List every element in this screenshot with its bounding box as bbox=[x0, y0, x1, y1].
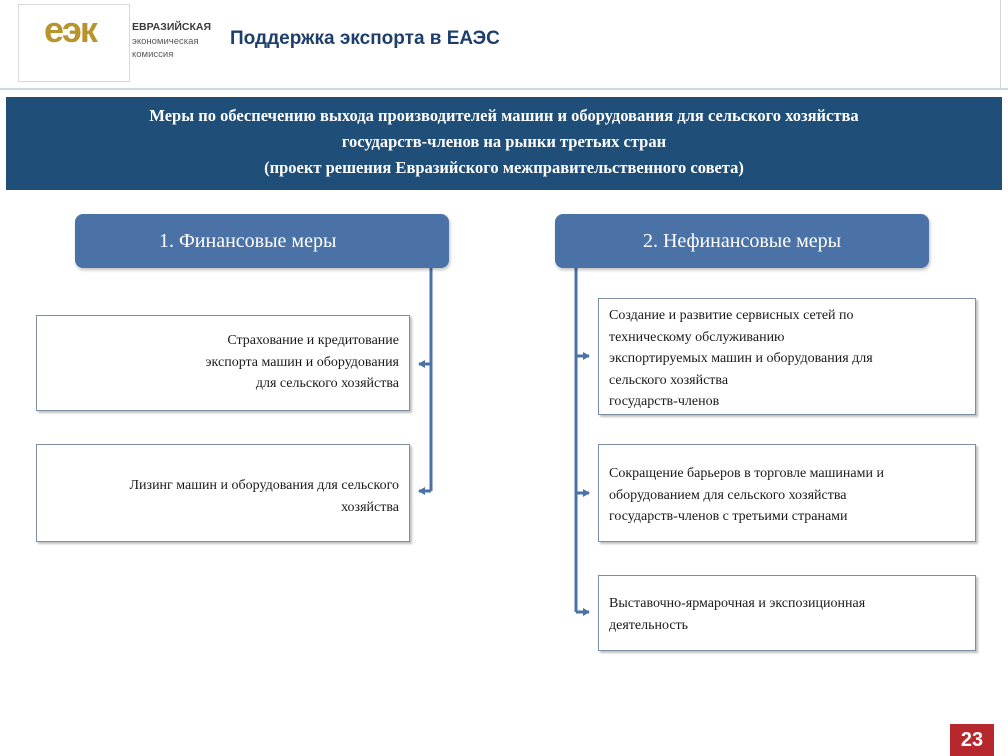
category-nonfinancial: 2. Нефинансовые меры bbox=[555, 214, 929, 268]
measure-text-line: оборудованием для сельского хозяйства bbox=[609, 487, 847, 503]
measure-text-line: хозяйства bbox=[341, 499, 399, 515]
logo-text-line2: экономическая bbox=[132, 36, 199, 47]
banner-line-1: Меры по обеспечению выхода производителей машин и оборудования для сельского хозяйства bbox=[149, 106, 859, 125]
category-financial: 1. Финансовые меры bbox=[75, 214, 449, 268]
measure-text-line: деятельность bbox=[609, 617, 689, 633]
page-title: Поддержка экспорта в ЕАЭС bbox=[230, 28, 500, 49]
measure-text-line: Страхование и кредитование bbox=[227, 333, 399, 348]
measure-text-line: техническому обслуживанию bbox=[609, 329, 785, 345]
measure-text-line: экспорта машин и оборудования bbox=[205, 354, 399, 370]
measure-text-line: сельского хозяйства bbox=[609, 372, 729, 388]
nonfinancial-measure-box bbox=[598, 298, 976, 415]
measure-text-line: Выставочно-ярмарочная и экспозиционная bbox=[609, 596, 866, 611]
banner-line-2: государств-членов на рынки третьих стран bbox=[341, 132, 667, 151]
logo-text-line1: ЕВРАЗИЙСКАЯ bbox=[132, 21, 212, 33]
nonfinancial-measure-box bbox=[598, 575, 976, 651]
nonfinancial-measure-box bbox=[598, 444, 976, 542]
logo-text-line3: комиссия bbox=[132, 49, 174, 60]
measure-text-line: Создание и развитие сервисных сетей по bbox=[609, 308, 854, 323]
measure-text-line: экспортируемых машин и оборудования для bbox=[609, 351, 873, 366]
page-number-badge: 23 bbox=[950, 724, 994, 756]
measure-text-line: для сельского хозяйства bbox=[255, 376, 399, 391]
measure-text-line: Сокращение барьеров в торговле машинами и bbox=[609, 466, 884, 481]
measure-text-line: государств-членов с третьими странами bbox=[609, 509, 848, 524]
measure-text-line: Лизинг машин и оборудования для сельского bbox=[129, 478, 399, 493]
measure-text-line: государств-членов bbox=[609, 394, 720, 409]
financial-measure-box bbox=[36, 315, 410, 411]
eec-logo: еэк bbox=[44, 9, 96, 50]
banner-line-3: (проект решения Евразийского межправительственного совета) bbox=[264, 158, 744, 177]
financial-measure-box bbox=[36, 444, 410, 542]
